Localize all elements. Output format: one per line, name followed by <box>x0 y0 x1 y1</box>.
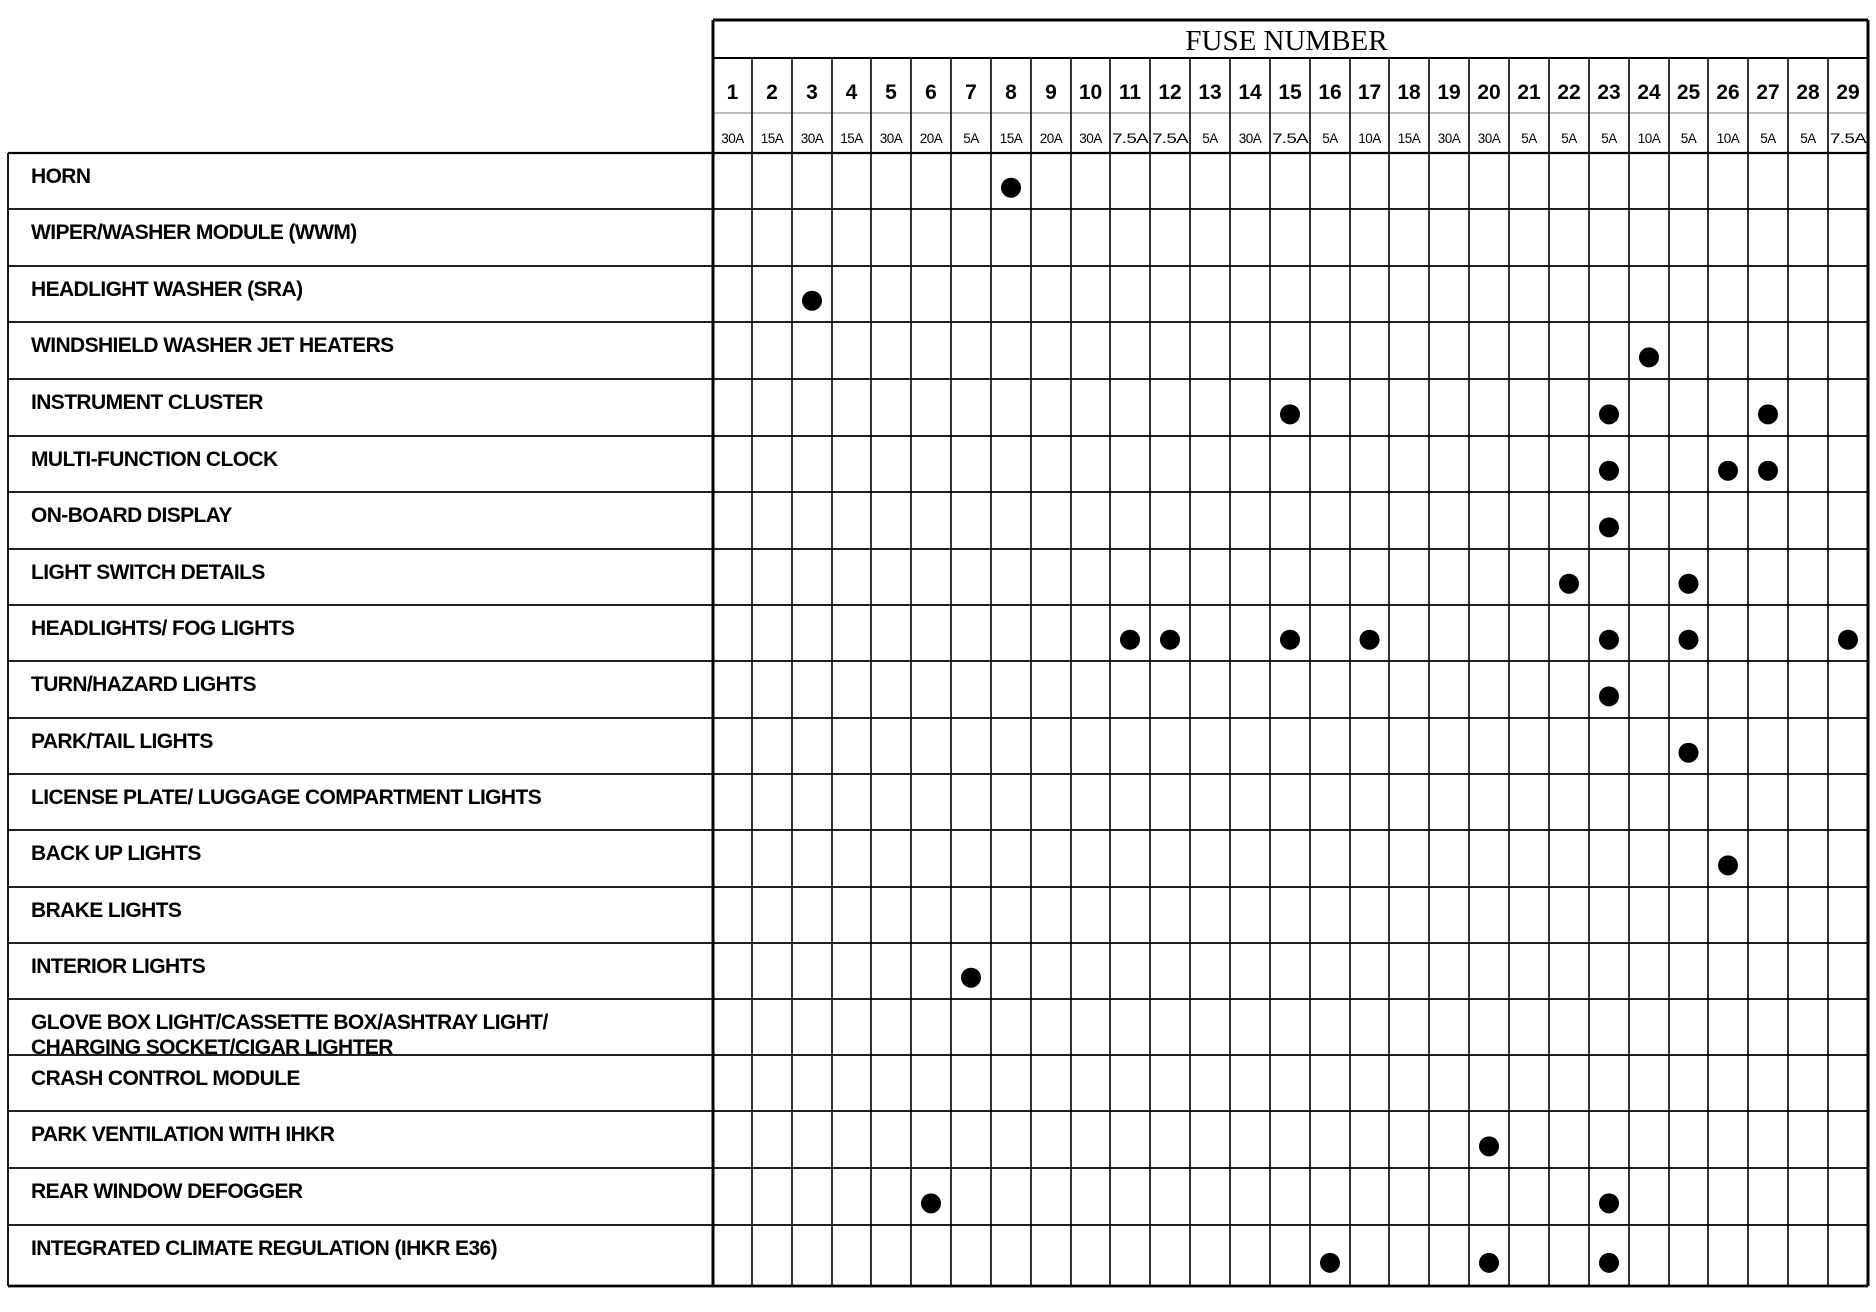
row-label: BACK UP LIGHTS <box>31 842 201 865</box>
fuse-headers <box>721 81 1866 146</box>
row-label: TURN/HAZARD LIGHTS <box>31 673 256 696</box>
fuse-number: 3 <box>806 81 818 104</box>
fuse-number: 12 <box>1158 81 1182 104</box>
fuse-rating: 5A <box>1202 131 1218 146</box>
fuse-rating: 7.5A <box>1272 131 1309 146</box>
fuse-number: 6 <box>925 81 937 104</box>
fuse-number: 26 <box>1716 81 1740 104</box>
fuse-dot <box>1718 855 1738 875</box>
row-label: PARK VENTILATION WITH IHKR <box>31 1123 335 1146</box>
row-label: WIPER/WASHER MODULE (WWM) <box>31 221 357 244</box>
fuse-rating: 30A <box>1079 131 1102 146</box>
fuse-dot <box>1479 1136 1499 1156</box>
fuse-rating: 10A <box>1358 131 1381 146</box>
fuse-dot <box>1838 630 1858 650</box>
fuse-dot <box>1718 461 1738 481</box>
row-label: INTEGRATED CLIMATE REGULATION (IHKR E36) <box>31 1237 497 1260</box>
row-label: CRASH CONTROL MODULE <box>31 1067 300 1090</box>
row-label: INSTRUMENT CLUSTER <box>31 391 263 414</box>
fuse-number: 9 <box>1045 81 1057 104</box>
fuse-rating: 5A <box>1760 131 1776 146</box>
fuse-dot <box>1758 404 1778 424</box>
fuse-number: 14 <box>1238 81 1262 104</box>
fuse-dot <box>1639 347 1659 367</box>
fuse-dot <box>1280 404 1300 424</box>
fuse-number: 11 <box>1118 81 1142 104</box>
fuse-number: 13 <box>1198 81 1222 104</box>
fuse-number: 19 <box>1437 81 1461 104</box>
fuse-dot <box>1679 574 1699 594</box>
fuse-dot <box>1599 517 1619 537</box>
fuse-dot <box>1599 404 1619 424</box>
row-label: PARK/TAIL LIGHTS <box>31 730 213 753</box>
fuse-rating: 7.5A <box>1112 131 1149 146</box>
fuse-number: 20 <box>1477 81 1501 104</box>
fuse-dot <box>1679 743 1699 763</box>
fuse-number: 25 <box>1676 81 1701 104</box>
row-label: BRAKE LIGHTS <box>31 899 182 922</box>
fuse-rating: 30A <box>1477 131 1501 146</box>
row-label: MULTI-FUNCTION CLOCK <box>31 448 278 471</box>
row-labels <box>31 165 549 1260</box>
fuse-dot <box>961 968 981 988</box>
fuse-rating: 10A <box>1637 131 1661 146</box>
fuse-dot <box>921 1193 941 1213</box>
row-label: HEADLIGHTS/ FOG LIGHTS <box>31 617 295 640</box>
fuse-rating: 5A <box>1601 131 1617 146</box>
fuse-dot <box>1559 574 1579 594</box>
fuse-dots <box>802 178 1858 1273</box>
fuse-rating: 15A <box>999 131 1023 146</box>
fuse-number: 7 <box>965 81 977 104</box>
fuse-rating: 10A <box>1716 131 1740 146</box>
fuse-rating: 30A <box>1238 131 1262 146</box>
fuse-rating: 5A <box>1521 131 1537 146</box>
fuse-rating: 30A <box>879 131 903 146</box>
fuse-rating: 30A <box>800 131 824 146</box>
fuse-number: 10 <box>1078 81 1103 104</box>
fuse-number: 21 <box>1517 81 1541 104</box>
fuse-number: 1 <box>726 81 739 104</box>
fuse-dot <box>1479 1253 1499 1273</box>
fuse-dot <box>1160 630 1180 650</box>
fuse-dot <box>1679 630 1699 650</box>
fuse-rating: 5A <box>1800 131 1816 146</box>
fuse-number-title: FUSE NUMBER <box>1185 25 1388 57</box>
fuse-dot <box>1758 461 1778 481</box>
fuse-dot <box>1120 630 1140 650</box>
fuse-dot <box>1599 461 1619 481</box>
fuse-number: 24 <box>1637 81 1661 104</box>
fuse-number: 16 <box>1318 81 1342 104</box>
fuse-dot <box>802 291 822 311</box>
fuse-number: 15 <box>1278 81 1302 104</box>
fuse-dot <box>1599 686 1619 706</box>
fuse-dot <box>1001 178 1021 198</box>
fuse-number: 28 <box>1796 81 1820 104</box>
fuse-rating: 5A <box>1680 131 1697 146</box>
fuse-rating: 15A <box>840 131 863 146</box>
grid-lines <box>8 20 1868 1286</box>
fuse-rating: 20A <box>1039 131 1063 146</box>
fuse-rating: 5A <box>1322 131 1338 146</box>
row-label: HORN <box>31 165 91 188</box>
fuse-dot <box>1599 1193 1619 1213</box>
fuse-number: 17 <box>1357 81 1382 104</box>
row-label: REAR WINDOW DEFOGGER <box>31 1180 303 1203</box>
fuse-rating: 30A <box>1437 131 1461 146</box>
fuse-rating: 20A <box>919 131 943 146</box>
fuse-rating: 5A <box>963 131 979 146</box>
row-label: ON-BOARD DISPLAY <box>31 504 232 527</box>
row-label: CHARGING SOCKET/CIGAR LIGHTER <box>31 1036 393 1059</box>
fuse-rating: 30A <box>721 131 744 146</box>
fuse-number: 5 <box>885 81 897 104</box>
fuse-rating: 15A <box>760 131 784 146</box>
fuse-number: 27 <box>1756 81 1780 104</box>
fuse-rating: 7.5A <box>1152 131 1189 146</box>
row-label: HEADLIGHT WASHER (SRA) <box>31 278 303 301</box>
fuse-number: 22 <box>1557 81 1581 104</box>
fuse-rating: 5A <box>1561 131 1577 146</box>
fuse-number: 4 <box>845 81 858 104</box>
row-label: LICENSE PLATE/ LUGGAGE COMPARTMENT LIGHTS <box>31 786 542 809</box>
row-label: INTERIOR LIGHTS <box>31 955 206 978</box>
fuse-rating: 15A <box>1397 131 1421 146</box>
fuse-number: 8 <box>1005 81 1017 104</box>
row-label: LIGHT SWITCH DETAILS <box>31 561 265 584</box>
fuse-number: 2 <box>766 81 778 104</box>
fuse-dot <box>1599 630 1619 650</box>
fuse-dot <box>1280 630 1300 650</box>
fuse-number: 23 <box>1597 81 1621 104</box>
fuse-rating: 7.5A <box>1830 131 1867 146</box>
row-label: GLOVE BOX LIGHT/CASSETTE BOX/ASHTRAY LIGHT/ <box>31 1011 548 1034</box>
fuse-dot <box>1320 1253 1340 1273</box>
fuse-number: 29 <box>1836 81 1860 104</box>
fuse-number: 18 <box>1397 81 1421 104</box>
fuse-dot <box>1360 630 1380 650</box>
row-label: WINDSHIELD WASHER JET HEATERS <box>31 334 394 357</box>
fuse-dot <box>1599 1253 1619 1273</box>
